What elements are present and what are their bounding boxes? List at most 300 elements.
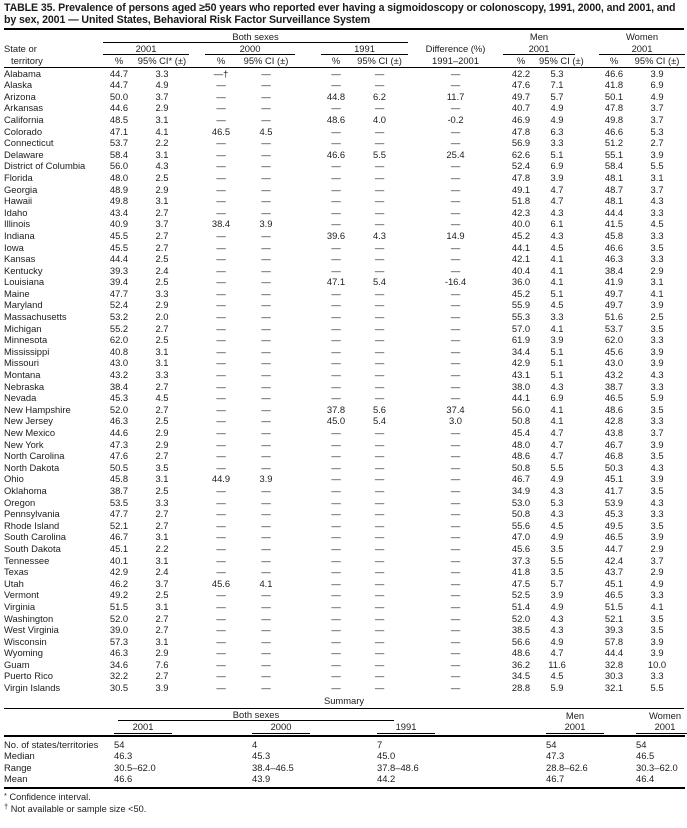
spacer-cell <box>189 647 205 659</box>
spacer-cell <box>295 288 321 300</box>
women-2001-pct-cell: 42.8 <box>604 415 624 427</box>
women-2001-pct-cell: 42.4 <box>604 554 624 566</box>
women-2001-ci-cell: 3.1 <box>650 171 664 183</box>
spacer-cell <box>575 195 599 207</box>
both-sexes-2000-pct-cell: — <box>216 79 226 91</box>
difference-cell: — <box>450 612 461 624</box>
both-sexes-2001-pct-cell: 53.2 <box>109 311 129 323</box>
both-sexes-1991-pct-cell: — <box>331 484 341 496</box>
both-sexes-2001-ci-cell: 4.1 <box>155 125 169 137</box>
both-sexes-2001-pct-cell: 45.5 <box>109 229 129 241</box>
state-name-cell: Michigan <box>4 322 42 334</box>
difference-cell: — <box>450 369 461 381</box>
spacer-cell <box>295 357 321 369</box>
both-sexes-2000-ci-cell: — <box>261 148 271 160</box>
both-sexes-1991-ci-cell: — <box>374 438 385 450</box>
summary-both-sexes-header: Both sexes <box>114 709 546 722</box>
both-sexes-1991-ci-cell: — <box>374 566 385 578</box>
both-sexes-2000-pct-cell: 46.5 <box>211 125 231 137</box>
spacer-cell <box>189 67 205 79</box>
spacer-cell <box>575 149 599 161</box>
state-row <box>4 613 685 625</box>
women-2001-ci-cell: 3.3 <box>650 670 664 682</box>
women-2001-pct-cell: 48.1 <box>604 171 624 183</box>
both-sexes-2000-pct-cell: 44.9 <box>211 473 231 485</box>
difference-cell: — <box>450 473 461 485</box>
both-sexes-2000-ci-cell: — <box>261 311 271 323</box>
women-2001-pct-cell: 46.6 <box>604 241 624 253</box>
ci-header: 95% CI* (±) <box>135 54 189 67</box>
men-2001-pct-cell: 48.0 <box>511 438 531 450</box>
both-sexes-2001-ci-cell: 3.9 <box>155 682 169 694</box>
spacer-cell <box>575 114 599 126</box>
both-sexes-2001-ci-cell: 7.6 <box>155 658 169 670</box>
ci-header: 95% CI (±) <box>539 54 584 66</box>
both-sexes-1991-ci-cell: — <box>374 450 385 462</box>
difference-cell: — <box>450 554 461 566</box>
both-sexes-2000-ci-cell: — <box>261 438 271 450</box>
spacer-cell <box>189 299 205 311</box>
both-sexes-2000-pct-cell: — <box>216 345 226 357</box>
both-sexes-2001-ci-cell: 2.9 <box>155 438 169 450</box>
men-2001-pct-cell: 46.7 <box>511 473 531 485</box>
men-2001-ci-cell: 4.1 <box>550 415 564 427</box>
women-2001-pct-cell: 45.6 <box>604 345 624 357</box>
both-sexes-2001-ci-cell: 2.7 <box>155 612 169 624</box>
both-sexes-2001-pct-cell: 48.9 <box>109 183 129 195</box>
women-2001-pct-cell: 45.1 <box>604 473 624 485</box>
both-sexes-1991-pct-cell: — <box>331 369 341 381</box>
men-2001-pct-cell: 42.9 <box>511 357 531 369</box>
spacer-cell <box>189 137 205 149</box>
both-sexes-1991-pct-cell: — <box>331 682 341 694</box>
women-2001-pct-cell: 46.5 <box>604 531 624 543</box>
men-2001-ci-cell: 3.9 <box>550 589 564 601</box>
table-body <box>4 67 685 694</box>
spacer-cell <box>189 670 205 682</box>
difference-cell: 3.0 <box>448 415 463 427</box>
men-2001-pct-cell: 43.1 <box>511 369 531 381</box>
both-sexes-2000-ci-cell: 3.9 <box>259 473 273 485</box>
both-sexes-1991-pct-cell: — <box>331 519 341 531</box>
both-sexes-2001-pct-cell: 52.1 <box>109 519 129 531</box>
state-row <box>4 265 685 277</box>
spacer-cell <box>295 485 321 497</box>
both-sexes-1991-ci-cell: — <box>374 287 385 299</box>
spacer-cell <box>295 520 321 532</box>
state-row <box>4 543 685 555</box>
both-sexes-1991-ci-cell: — <box>374 519 385 531</box>
both-sexes-2000-pct-cell: — <box>216 461 226 473</box>
state-name-cell: Kansas <box>4 253 36 265</box>
footnote-not-available: † Not available or sample size <50. <box>4 802 147 814</box>
both-sexes-2001-ci-cell: 2.9 <box>155 647 169 659</box>
both-sexes-2001-ci-cell: 3.1 <box>155 195 169 207</box>
women-2001-pct-cell: 41.9 <box>604 276 624 288</box>
women-2001-ci-cell: 2.9 <box>650 264 664 276</box>
spacer-cell <box>189 601 205 613</box>
state-name-cell: Arkansas <box>4 102 44 114</box>
state-name-cell: Vermont <box>4 589 39 601</box>
both-sexes-1991-ci-cell: — <box>374 484 385 496</box>
both-sexes-2000-ci-cell: 4.1 <box>259 577 273 589</box>
both-sexes-1991-pct-cell: — <box>331 554 341 566</box>
both-sexes-2001-pct-cell: 51.5 <box>109 600 129 612</box>
men-2001-ci-cell: 6.9 <box>550 160 564 172</box>
both-sexes-2000-pct-cell: — <box>216 682 226 694</box>
both-sexes-2000-ci-cell: — <box>261 484 271 496</box>
men-2001-pct-cell: 45.4 <box>511 427 531 438</box>
difference-cell: — <box>450 484 461 496</box>
difference-cell: — <box>450 508 461 520</box>
both-sexes-1991-pct-cell: — <box>331 253 341 265</box>
both-sexes-1991-pct-cell: — <box>331 183 341 195</box>
men-2001-ci-cell: 3.5 <box>550 566 564 578</box>
state-row <box>4 242 685 254</box>
both-sexes-2001-ci-cell: 3.3 <box>155 287 169 299</box>
both-sexes-2000-pct-cell: — <box>216 484 226 496</box>
spacer-cell <box>295 160 321 172</box>
men-2001-ci-cell: 4.5 <box>550 519 564 531</box>
state-header-line1: State or <box>4 43 37 55</box>
men-2001-ci-cell: 4.9 <box>550 531 564 543</box>
summary-stat-label: Mean <box>4 773 114 788</box>
both-sexes-2001-ci-cell: 2.7 <box>155 519 169 531</box>
men-2001-pct-cell: 55.3 <box>511 311 531 323</box>
title-divider <box>4 28 684 30</box>
both-sexes-2001-ci-cell: 4.5 <box>155 392 169 404</box>
both-sexes-2000-ci-cell: — <box>261 195 271 207</box>
women-2001-pct-cell: 38.4 <box>604 264 624 276</box>
both-sexes-2001-ci-cell: 2.5 <box>155 415 169 427</box>
both-sexes-2000-pct-cell: — <box>216 670 226 682</box>
both-sexes-1991-pct-cell: — <box>331 438 341 450</box>
men-2001-pct-cell: 28.8 <box>511 682 531 694</box>
both-sexes-2001-pct-cell: 40.9 <box>109 218 129 230</box>
spacer-cell <box>295 218 321 230</box>
spacer-cell <box>575 265 599 277</box>
women-2001-pct-cell: 38.7 <box>604 380 624 392</box>
both-sexes-2000-ci-cell: — <box>261 369 271 381</box>
women-2001-ci-cell: 3.7 <box>650 113 664 125</box>
state-header-line2: territory <box>4 54 103 67</box>
men-2001-ci-cell: 4.3 <box>550 508 564 520</box>
difference-cell: — <box>450 635 461 647</box>
header-spacer <box>295 54 321 67</box>
women-2001-pct-cell: 48.6 <box>604 403 624 415</box>
both-sexes-1991-pct-cell: — <box>331 531 341 543</box>
state-row <box>4 508 685 520</box>
both-sexes-2001-ci-cell: 2.7 <box>155 508 169 520</box>
men-2001-ci-cell: 5.5 <box>550 461 564 473</box>
both-sexes-2000-pct-cell: — <box>216 311 226 323</box>
both-sexes-2001-ci-cell: 3.1 <box>155 148 169 160</box>
women-2001-ci-cell: 3.9 <box>650 438 664 450</box>
spacer-cell <box>189 473 205 485</box>
difference-cell: — <box>450 345 461 357</box>
spacer-cell <box>575 636 599 648</box>
both-sexes-2000-ci-cell: — <box>261 67 271 79</box>
spacer-cell <box>575 357 599 369</box>
summary-body <box>4 736 685 788</box>
both-sexes-1991-ci-cell: — <box>374 647 385 659</box>
year-2001-header: 2001 <box>103 42 189 54</box>
women-2001-pct-cell: 46.6 <box>604 125 624 137</box>
women-2001-ci-cell: 3.9 <box>650 647 664 659</box>
state-row <box>4 172 685 184</box>
both-sexes-2000-ci-cell: — <box>261 600 271 612</box>
both-sexes-2001-ci-cell: 2.9 <box>155 427 169 438</box>
state-name-cell: Pennsylvania <box>4 508 60 520</box>
both-sexes-2001-pct-cell: 62.0 <box>109 334 129 346</box>
summary-value-cell: 4 <box>252 738 258 750</box>
both-sexes-1991-pct-cell: — <box>331 450 341 462</box>
difference-cell: — <box>450 624 461 636</box>
both-sexes-2000-ci-cell: — <box>261 508 271 520</box>
spacer-cell <box>575 172 599 184</box>
state-row <box>4 67 685 79</box>
both-sexes-2001-pct-cell: 45.3 <box>109 392 129 404</box>
spacer-cell <box>189 288 205 300</box>
spacer-cell <box>575 555 599 567</box>
summary-table <box>4 709 685 789</box>
state-row <box>4 276 685 288</box>
spacer-cell <box>189 578 205 590</box>
state-row <box>4 137 685 149</box>
women-2001-ci-cell: 3.7 <box>650 183 664 195</box>
spacer-cell <box>575 276 599 288</box>
both-sexes-1991-ci-cell: — <box>374 160 385 172</box>
both-sexes-1991-ci-cell: 5.4 <box>372 276 387 288</box>
men-2001-ci-cell: 4.7 <box>550 195 564 207</box>
spacer-cell <box>575 392 599 404</box>
men-2001-pct-cell: 36.2 <box>511 658 531 670</box>
men-2001-ci-cell: 4.9 <box>550 600 564 612</box>
both-sexes-2000-pct-cell: — <box>216 322 226 334</box>
both-sexes-2001-ci-cell: 2.5 <box>155 484 169 496</box>
spacer-cell <box>189 392 205 404</box>
spacer-cell <box>295 427 321 439</box>
both-sexes-1991-pct-cell: — <box>331 125 341 137</box>
women-2001-ci-cell: 3.5 <box>650 624 664 636</box>
both-sexes-1991-pct-cell: — <box>331 589 341 601</box>
summary-value-cell: 47.3 <box>546 750 565 762</box>
difference-cell: — <box>450 287 461 299</box>
both-sexes-1991-pct-cell: — <box>331 160 341 172</box>
both-sexes-1991-ci-cell: 5.5 <box>372 148 387 160</box>
state-name-cell: New Jersey <box>4 415 53 427</box>
both-sexes-2001-pct-cell: 40.8 <box>109 345 129 357</box>
men-2001-ci-cell: 5.1 <box>550 345 564 357</box>
spacer-cell <box>295 531 321 543</box>
both-sexes-1991-ci-cell: — <box>374 554 385 566</box>
state-name-cell: District of Columbia <box>4 160 86 172</box>
both-sexes-1991-ci-cell: — <box>374 473 385 485</box>
men-2001-ci-cell: 4.9 <box>550 473 564 485</box>
both-sexes-2000-pct-cell: — <box>216 171 226 183</box>
spacer-cell <box>575 601 599 613</box>
men-2001-pct-cell: 44.1 <box>511 241 531 253</box>
both-sexes-2000-pct-cell: — <box>216 612 226 624</box>
spacer-cell <box>575 381 599 393</box>
spacer-cell <box>575 659 599 671</box>
women-2001-ci-cell: 3.3 <box>650 508 664 520</box>
both-sexes-1991-pct-cell: — <box>331 67 341 79</box>
spacer-cell <box>189 589 205 601</box>
spacer-cell <box>295 462 321 474</box>
both-sexes-1991-pct-cell: — <box>331 299 341 311</box>
both-sexes-1991-pct-cell: — <box>331 647 341 659</box>
summary-value-cell: 37.8–48.6 <box>377 761 419 773</box>
both-sexes-2001-ci-cell: 2.5 <box>155 589 169 601</box>
spacer-cell <box>189 207 205 219</box>
header-spacer <box>295 42 321 54</box>
spacer-cell <box>575 126 599 138</box>
state-name-cell: Wisconsin <box>4 635 47 647</box>
both-sexes-2000-ci-cell: — <box>261 79 271 91</box>
spacer-cell <box>295 346 321 358</box>
pct-header: % <box>503 54 539 67</box>
men-2001-pct-cell: 50.8 <box>511 508 531 520</box>
both-sexes-2001-pct-cell: 52.0 <box>109 612 129 624</box>
difference-cell: — <box>450 334 461 346</box>
both-sexes-2001-pct-cell: 39.0 <box>109 624 129 636</box>
both-sexes-2001-ci-cell: 3.1 <box>155 473 169 485</box>
both-sexes-2000-ci-cell: — <box>261 415 271 427</box>
state-row <box>4 589 685 601</box>
spacer-cell <box>189 323 205 335</box>
spacer-cell <box>575 450 599 462</box>
both-sexes-2000-pct-cell: — <box>216 508 226 520</box>
men-2001-pct-cell: 40.7 <box>511 102 531 114</box>
state-name-cell: North Dakota <box>4 461 60 473</box>
both-sexes-2000-ci-cell: — <box>261 554 271 566</box>
spacer-cell <box>189 102 205 114</box>
state-row <box>4 670 685 682</box>
state-name-cell: Nebraska <box>4 380 45 392</box>
both-sexes-1991-pct-cell: — <box>331 334 341 346</box>
summary-value-cell: 43.9 <box>252 773 377 788</box>
spacer-cell <box>295 242 321 254</box>
summary-row <box>4 736 685 751</box>
women-2001-ci-cell: 3.9 <box>650 345 664 357</box>
men-2001-pct-cell: 44.1 <box>511 392 531 404</box>
both-sexes-2001-ci-cell: 2.7 <box>155 241 169 253</box>
spacer-cell <box>575 311 599 323</box>
difference-cell: — <box>450 160 461 172</box>
men-2001-pct-cell: 48.6 <box>511 450 531 462</box>
men-2001-ci-cell: 5.3 <box>550 67 564 79</box>
both-sexes-2000-pct-cell: — <box>216 357 226 369</box>
both-sexes-1991-pct-cell: — <box>331 218 341 230</box>
both-sexes-1991-pct-cell: — <box>331 566 341 578</box>
men-2001-pct-cell: 36.0 <box>511 276 531 288</box>
summary-year-header: 2001 <box>636 721 685 736</box>
state-name-cell: Oregon <box>4 496 36 508</box>
difference-cell: — <box>450 542 461 554</box>
both-sexes-1991-ci-cell: — <box>374 79 385 91</box>
men-2001-ci-cell: 3.3 <box>550 137 564 149</box>
spacer-cell <box>575 473 599 485</box>
both-sexes-1991-ci-cell: 5.4 <box>372 415 387 427</box>
both-sexes-1991-pct-cell: — <box>331 311 341 323</box>
both-sexes-2001-pct-cell: 58.4 <box>109 148 129 160</box>
state-row <box>4 485 685 497</box>
both-sexes-1991-ci-cell: — <box>374 612 385 624</box>
women-2001-ci-cell: 3.7 <box>650 102 664 114</box>
summary-men-header: Men <box>565 709 585 721</box>
difference-cell: — <box>450 206 461 218</box>
men-2001-ci-cell: 3.9 <box>550 171 564 183</box>
both-sexes-2000-pct-cell: — <box>216 415 226 427</box>
men-2001-ci-cell: 6.1 <box>550 218 564 230</box>
spacer-cell <box>575 624 599 636</box>
spacer-cell <box>575 184 599 196</box>
difference-cell: — <box>450 589 461 601</box>
both-sexes-2001-pct-cell: 45.8 <box>109 473 129 485</box>
spacer-cell <box>295 647 321 659</box>
spacer-cell <box>295 659 321 671</box>
both-sexes-2000-ci-cell: — <box>261 229 271 241</box>
spacer-cell <box>295 543 321 555</box>
state-name-cell: Illinois <box>4 218 31 230</box>
both-sexes-2001-pct-cell: 46.2 <box>109 577 129 589</box>
prevalence-table <box>4 31 685 694</box>
state-row <box>4 126 685 138</box>
men-2001-ci-cell: 4.9 <box>550 102 564 114</box>
state-name-cell: Utah <box>4 577 24 589</box>
both-sexes-2001-pct-cell: 46.3 <box>109 415 129 427</box>
summary-year-row <box>4 721 685 736</box>
difference-cell: — <box>450 450 461 462</box>
both-sexes-2000-pct-cell: — <box>216 566 226 578</box>
spacer-cell <box>189 682 205 694</box>
state-name-cell: California <box>4 113 44 125</box>
men-2001-ci-cell: 7.1 <box>550 79 564 91</box>
spacer-cell <box>189 218 205 230</box>
spacer-cell <box>575 323 599 335</box>
both-sexes-1991-pct-cell: — <box>331 635 341 647</box>
spacer-cell <box>189 520 205 532</box>
state-name-cell: Nevada <box>4 392 37 404</box>
women-2001-pct-cell: 51.6 <box>604 311 624 323</box>
both-sexes-1991-pct-cell: 37.8 <box>326 403 346 415</box>
women-2001-pct-cell: 41.7 <box>604 484 624 496</box>
women-2001-pct-cell: 45.8 <box>604 229 624 241</box>
difference-cell: — <box>450 67 461 79</box>
state-name-cell: Arizona <box>4 90 36 102</box>
spacer-cell <box>295 624 321 636</box>
spacer-cell <box>189 450 205 462</box>
spacer-cell <box>295 323 321 335</box>
pct-header: % <box>321 54 351 67</box>
men-2001-pct-cell: 50.8 <box>511 415 531 427</box>
state-row <box>4 520 685 532</box>
both-sexes-2001-pct-cell: 32.2 <box>109 670 129 682</box>
state-row <box>4 636 685 648</box>
spacer-cell <box>575 670 599 682</box>
spacer-cell <box>295 439 321 451</box>
women-2001-ci-cell: 4.3 <box>650 369 664 381</box>
both-sexes-2001-pct-cell: 49.2 <box>109 589 129 601</box>
both-sexes-2001-ci-cell: 2.7 <box>155 206 169 218</box>
both-sexes-2001-pct-cell: 46.3 <box>109 647 129 659</box>
both-sexes-2001-ci-cell: 2.7 <box>155 403 169 415</box>
men-group-header: Men <box>529 31 549 43</box>
difference-cell: — <box>450 531 461 543</box>
state-row <box>4 647 685 659</box>
summary-year-header: 2000 <box>252 721 377 736</box>
